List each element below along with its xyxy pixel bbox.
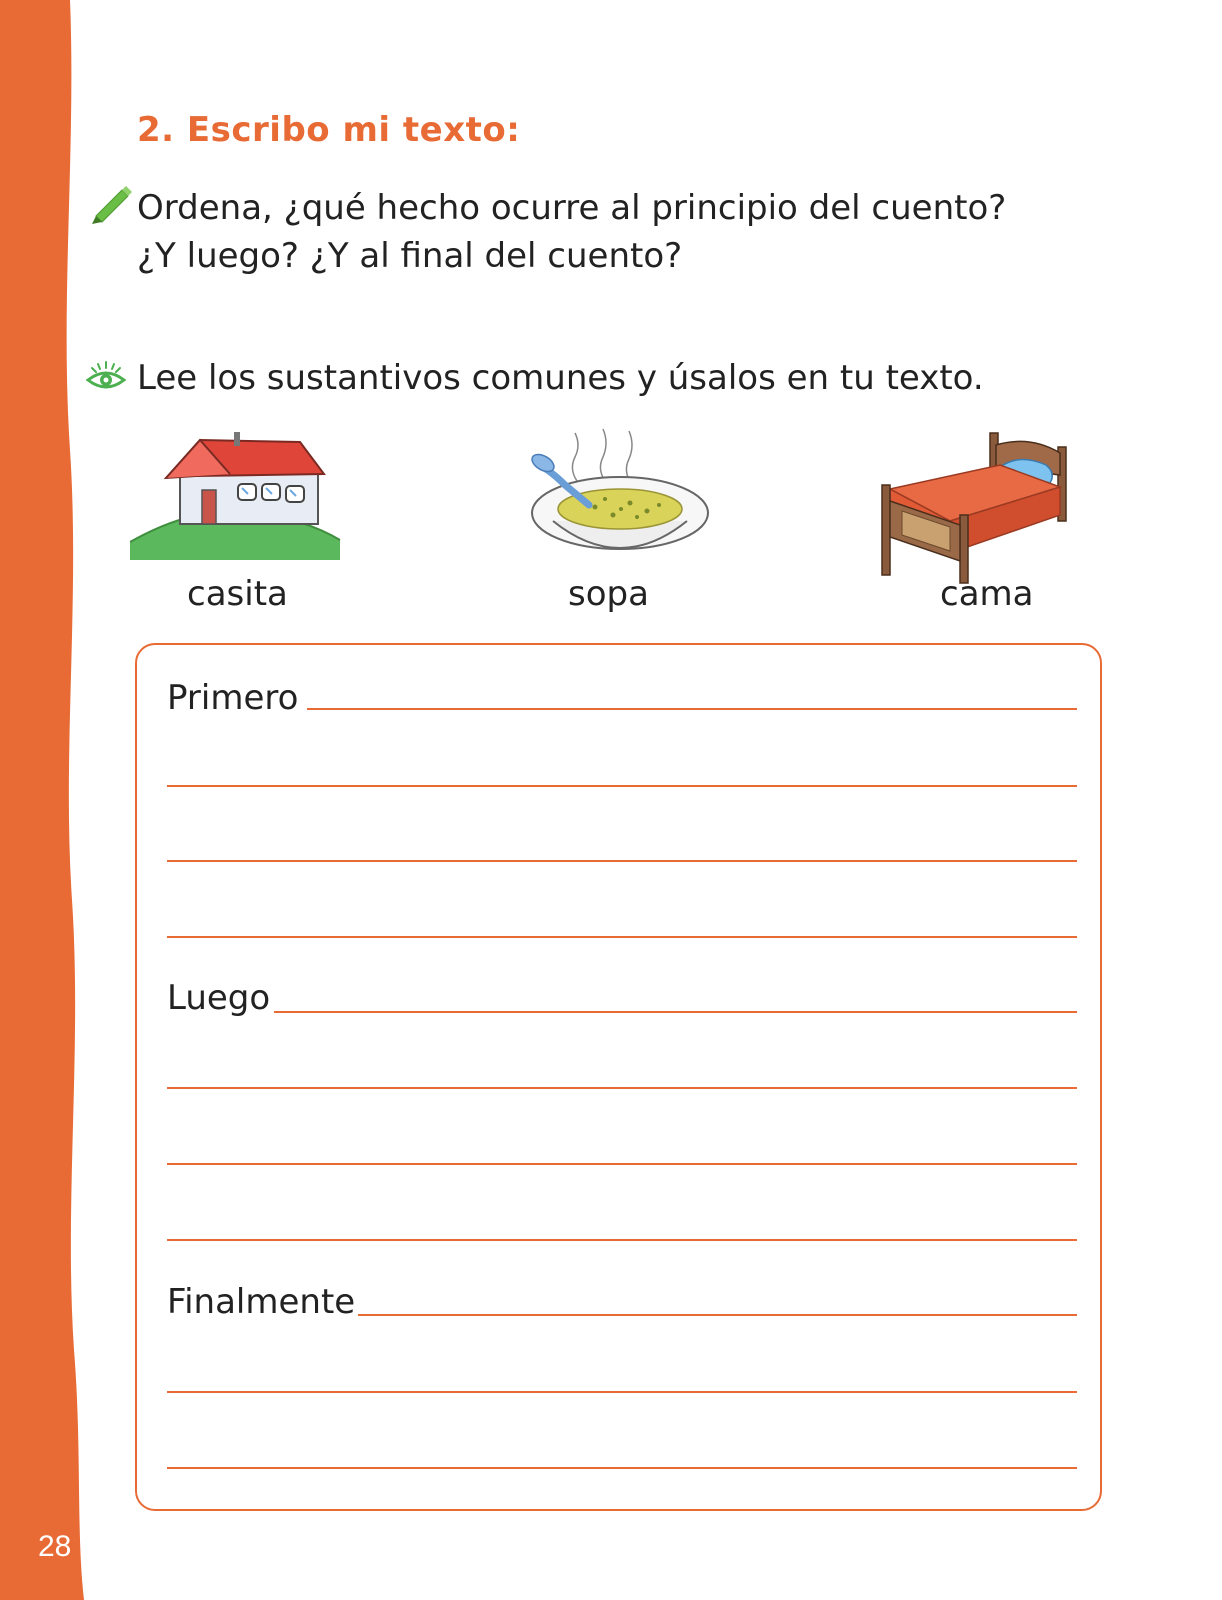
order-instruction-line2: ¿Y luego? ¿Y al final del cuento? <box>137 236 683 276</box>
writing-line-primero-3[interactable] <box>167 860 1077 862</box>
read-nouns-instruction: Lee los sustantivos comunes y úsalos en tu texto. <box>137 358 984 398</box>
noun-label-cama: cama <box>940 574 1034 614</box>
stage-label-finalmente: Finalmente <box>167 1282 356 1322</box>
soup-bowl-illustration <box>525 425 715 580</box>
writing-line-finalmente-3[interactable] <box>167 1467 1077 1469</box>
writing-line-primero-2[interactable] <box>167 785 1077 787</box>
bed-illustration <box>850 425 1120 585</box>
noun-label-casita: casita <box>187 574 288 614</box>
order-instruction <box>137 184 1137 280</box>
writing-line-primero-1[interactable] <box>307 708 1077 710</box>
writing-line-finalmente-1[interactable] <box>358 1314 1077 1316</box>
page-number: 28 <box>38 1530 72 1563</box>
order-instruction-line1: Ordena, ¿qué hecho ocurre al principio del cuento? <box>137 188 1007 228</box>
writing-line-luego-1[interactable] <box>274 1011 1077 1013</box>
pencil-icon <box>88 184 132 224</box>
eye-icon <box>86 360 126 392</box>
noun-label-sopa: sopa <box>568 574 649 614</box>
stage-label-luego: Luego <box>167 978 271 1018</box>
side-band <box>0 0 100 1600</box>
writing-line-primero-4[interactable] <box>167 936 1077 938</box>
writing-box <box>135 643 1102 1511</box>
writing-line-luego-4[interactable] <box>167 1239 1077 1241</box>
writing-line-luego-2[interactable] <box>167 1087 1077 1089</box>
stage-label-primero: Primero <box>167 678 299 718</box>
section-title: 2. Escribo mi texto: <box>137 110 521 150</box>
writing-line-luego-3[interactable] <box>167 1163 1077 1165</box>
writing-line-finalmente-2[interactable] <box>167 1391 1077 1393</box>
house-illustration <box>130 430 350 560</box>
